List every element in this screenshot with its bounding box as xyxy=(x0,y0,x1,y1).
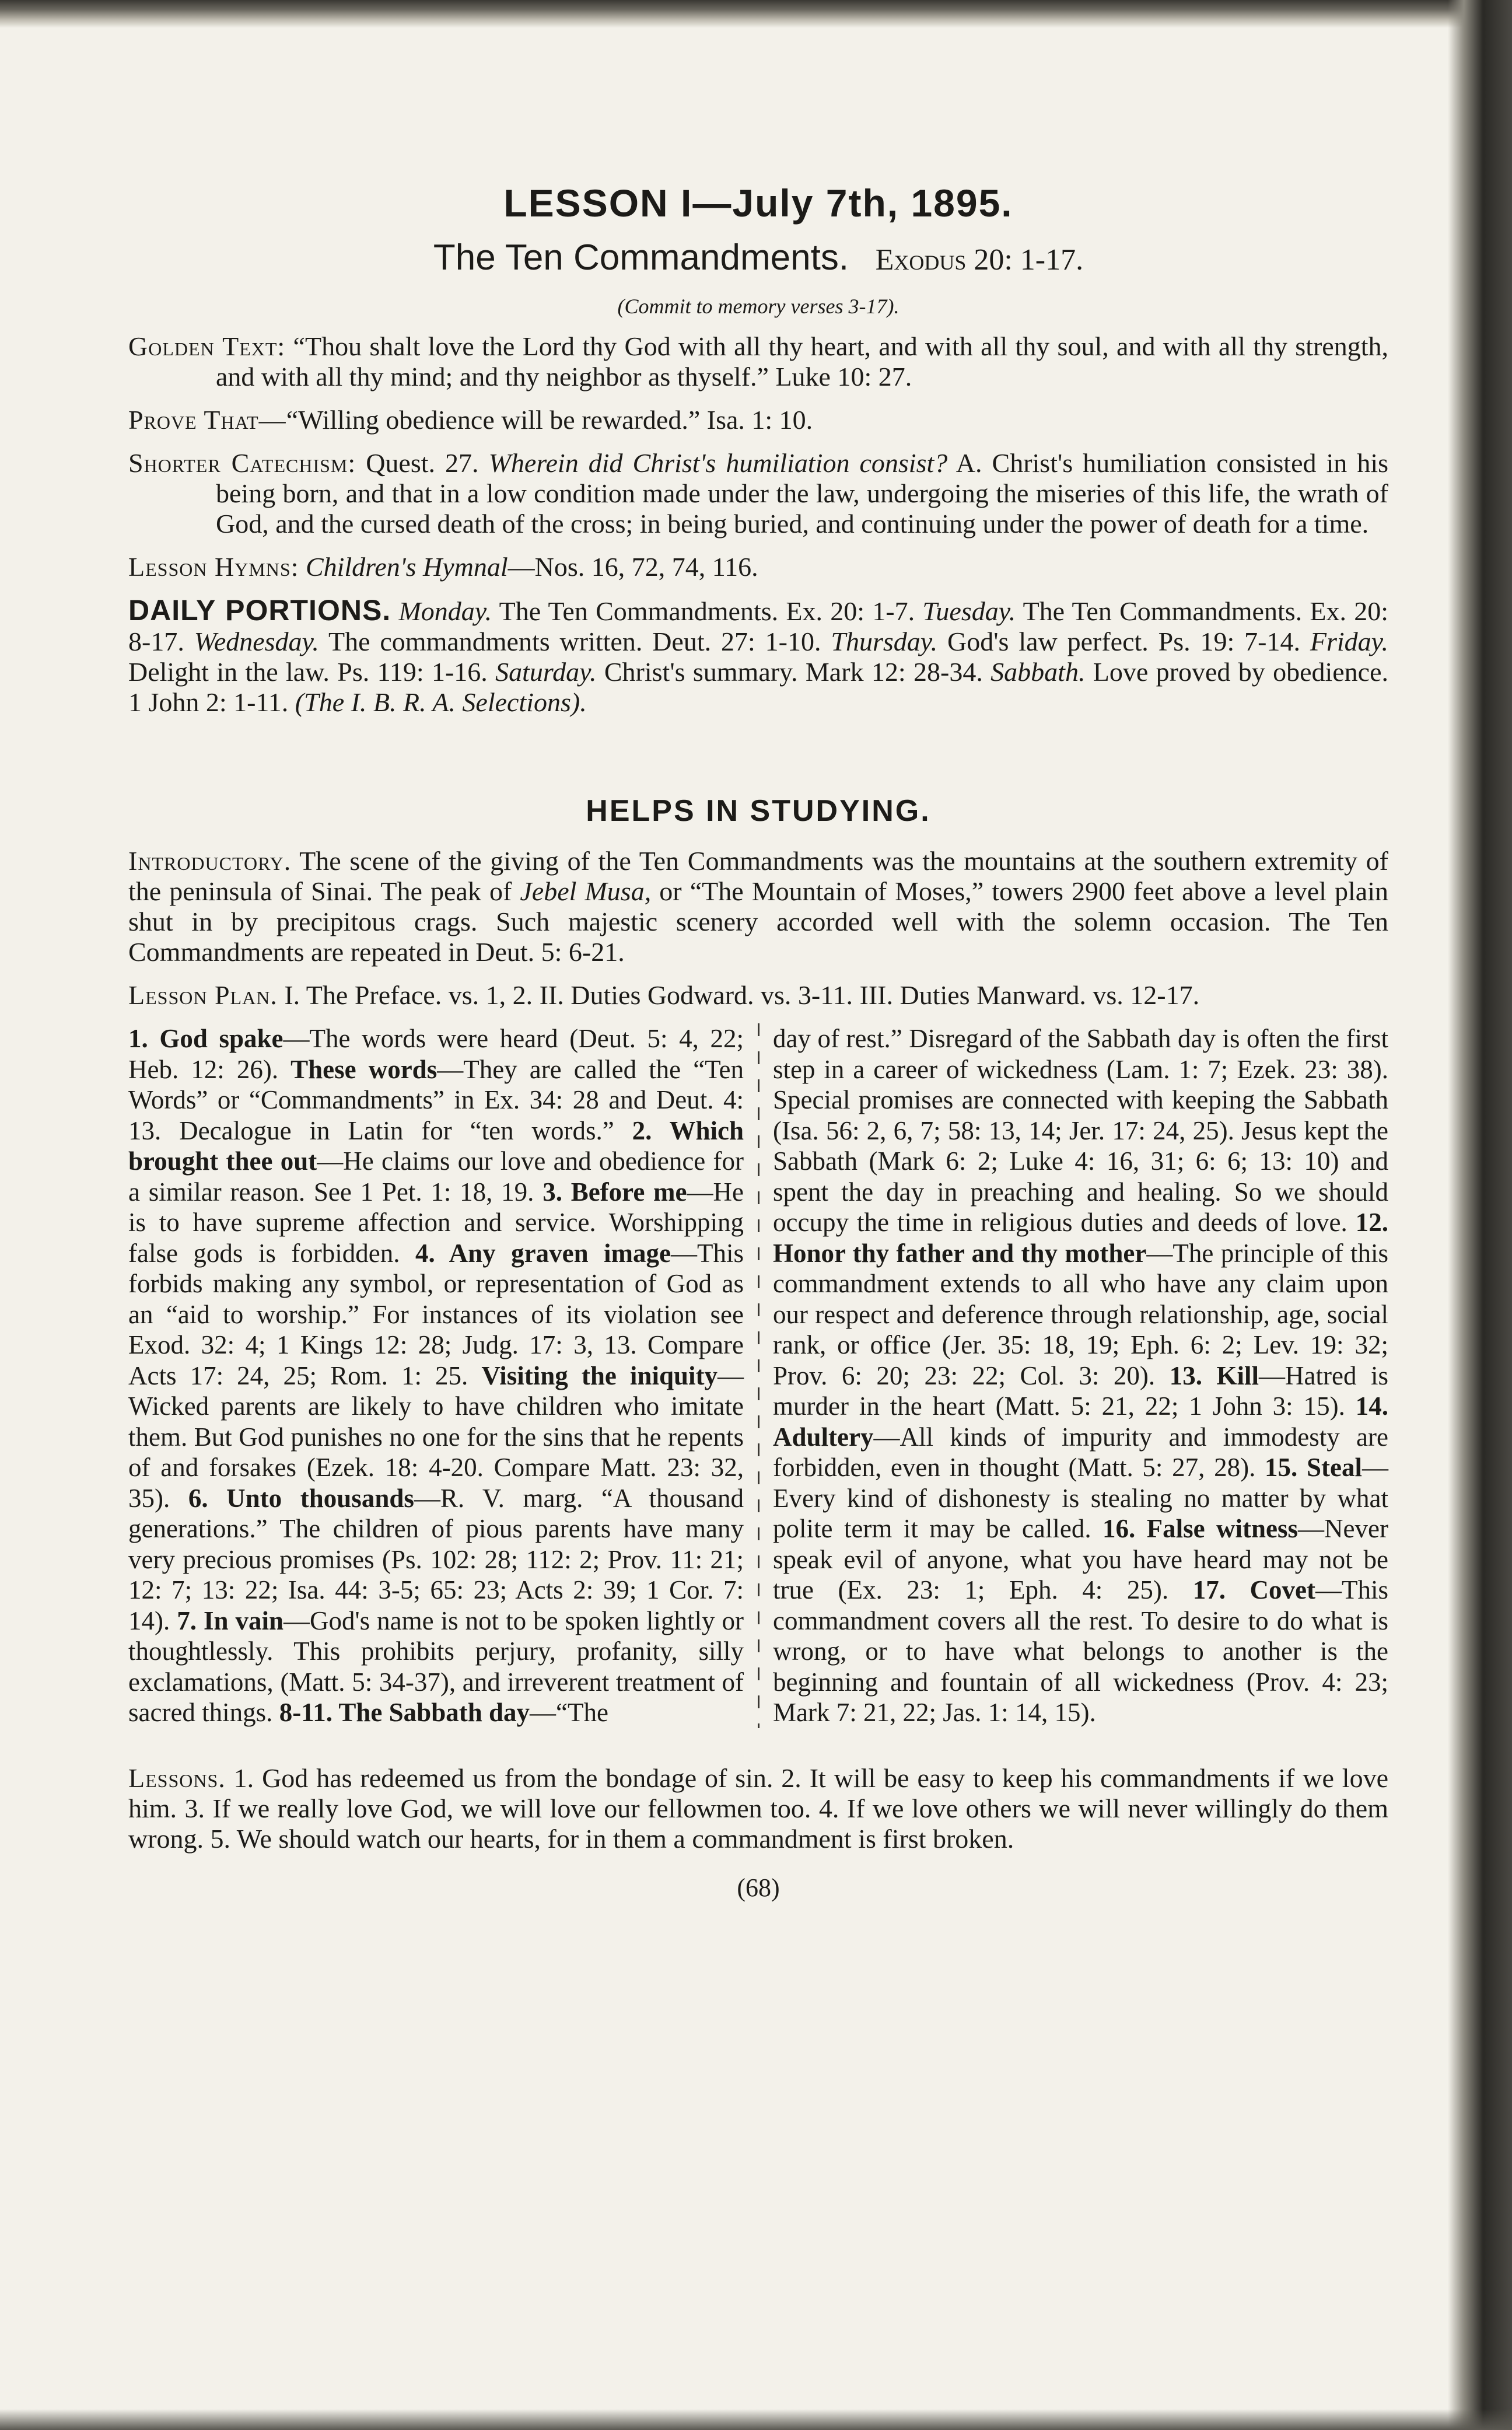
note-term: 2. Which brought thee out xyxy=(128,1116,744,1176)
lesson-hymns xyxy=(128,552,1388,582)
note-term: 4. Any graven image xyxy=(415,1238,671,1268)
daily-portions xyxy=(128,595,1388,718)
note-text: —This forbids making any symbol, or representation of God as an “aid to worship.” For instances of its violation see Exod. 32: 4; 1 Kings 12: 28; Judg. 17: 3, 13. Compare Acts 17: 24, 25; Rom. 1: 25. xyxy=(128,1238,744,1390)
introductory xyxy=(128,846,1388,967)
page-number: (68) xyxy=(737,1873,780,1902)
lesson-plan xyxy=(128,980,1388,1011)
portion-saturday: Christ's summary. Mark 12: 28-34. xyxy=(604,657,983,687)
scan-right-edge xyxy=(1448,0,1512,2430)
note-text: —This commandment covers all the rest. To desire to do what is wrong, or to have what belongs to another is the beginning and fountain of all wickedness (Prov. 4: 23; Mark 7: 21, 22; Jas. 1: 14, 15). xyxy=(773,1575,1388,1727)
introductory-label: Introductory. xyxy=(128,846,292,876)
memory-note: (Commit to memory verses 3-17). xyxy=(617,295,900,318)
note-text: —He is to have supreme affection and service. Worshipping false gods is forbidden. xyxy=(128,1177,744,1268)
portion-tuesday: The Ten Commandments. Ex. 20: 8-17. xyxy=(128,596,1389,656)
note-term: 6. Unto thousands xyxy=(188,1483,414,1513)
hymns-book: Children's Hymnal xyxy=(305,552,508,582)
golden-text-body: “Thou shalt love the Lord thy God with all thy heart, and with all thy soul, and with all thy strength, and with all thy mind; and thy neighbor as thyself.” Luke 10: 27. xyxy=(216,331,1388,391)
note-term: 16. False witness xyxy=(1102,1514,1298,1543)
prove-that-body: “Willing obedience will be rewarded.” Isa. 1: 10. xyxy=(286,405,813,435)
golden-text-label: Golden Text: xyxy=(128,331,286,361)
note-text: —Wicked parents are likely to have children who imitate them. But God punishes no one for the sins that he repents of and forsakes (Ezek. 18: 4-20. Compare Matt. 23: 32, 35). xyxy=(128,1361,744,1513)
note-term: 13. Kill xyxy=(1169,1361,1259,1390)
introductory-text-b: or “The Mountain of Moses,” towers 2900 feet above a level plain shut in by precipitous crags. Such majestic scenery accorded well with the solemn occasion. The Ten Commandments are repeated in Deut. 5: 6-21. xyxy=(128,876,1388,967)
shorter-catechism xyxy=(128,448,1388,539)
introductory-peak: Jebel Musa, xyxy=(520,876,652,906)
day-monday: Monday. xyxy=(398,596,492,626)
note-item xyxy=(279,1698,608,1727)
note-text: —He claims our love and obedience for a similar reason. See 1 Pet. 1: 18, 19. xyxy=(128,1146,744,1207)
note-text: —The principle of this commandment extends to all who have any claim upon our respect and deference through relationship, age, social rank, or office (Jer. 35: 18, 19; Eph. 6: 2; Lev. 19: 32; Prov. 6: 20; 23: 22; Col. 3: 20). xyxy=(773,1238,1388,1390)
catechism-label: Shorter Catechism: xyxy=(128,448,356,478)
portion-wednesday: The commandments written. Deut. 27: 1-10. xyxy=(328,627,821,656)
note-text: —Never speak evil of anyone, what you have heard may not be true (Ex. 23: 1; Eph. 4: 25). xyxy=(773,1514,1388,1604)
catechism-answer: A. Christ's humiliation consisted in his being born, and that in a low condition made under the law, undergoing the miseries of this life, the wrath of God, and the cursed death of the cross; in being buried, and continuing under the power of death for a time. xyxy=(216,448,1389,539)
day-sabbath: Sabbath. xyxy=(991,657,1086,687)
note-term: 12. Honor thy father and thy mother xyxy=(773,1208,1389,1268)
note-term: These words xyxy=(290,1054,438,1084)
catechism-quest: Quest. 27. xyxy=(366,448,479,478)
hymns-numbers: —Nos. 16, 72, 74, 116. xyxy=(508,552,758,582)
lesson-plan-text: I. The Preface. vs. 1, 2. II. Duties Godward. vs. 3-11. III. Duties Manward. vs. 12-17. xyxy=(284,980,1200,1010)
portion-monday: The Ten Commandments. Ex. 20: 1-7. xyxy=(499,596,915,626)
prove-that xyxy=(128,405,1388,435)
portion-thursday: God's law perfect. Ps. 19: 7-14. xyxy=(947,627,1300,656)
note-term: 17. Covet xyxy=(1192,1575,1315,1604)
lesson-subtitle xyxy=(128,237,1388,279)
notes-columns xyxy=(128,1023,1388,1728)
scripture-reference: Exodus 20: 1-17. xyxy=(875,243,1084,277)
notes-left-column xyxy=(128,1023,744,1728)
helps-heading: HELPS IN STUDYING. xyxy=(586,794,931,828)
prove-that-label: Prove That— xyxy=(128,405,286,435)
note-text: —The words were heard (Deut. 5: 4, 22; Heb. 12: 26). xyxy=(128,1024,744,1084)
day-thursday: Thursday. xyxy=(831,627,938,656)
lessons-section xyxy=(128,1763,1388,1854)
day-friday: Friday. xyxy=(1310,627,1389,656)
subtitle-text: The Ten Commandments. xyxy=(433,237,849,278)
note-text: day of rest.” Disregard of the Sabbath day is often the first step in a career of wickedness (Lam. 1: 7; Ezek. 23: 38). Special promises are connected with keeping the Sabbath (Isa. 56: 2, 6, 7; 58: 13, 14; Jer. 17: 24, 25). Jesus kept the Sabbath (Mark 6: 2; Luke 4: 16, 31; 6: 6; 13: 10) and spent the day in preaching and healing. So we should occupy the time in religious duties and deeds of love. xyxy=(773,1024,1388,1237)
page-content xyxy=(128,163,1388,1903)
scan-bottom-edge xyxy=(0,2409,1512,2430)
lessons-text: 1. God has redeemed us from the bondage of sin. 2. It will be easy to keep his commandments if we love him. 3. If we really love God, we will love our fellowmen too. 4. If we love others we will never willingly do them wrong. 5. We should watch our hearts, for in them a commandment is first broken. xyxy=(128,1763,1389,1854)
note-term: Visiting the iniquity xyxy=(481,1361,718,1390)
lesson-plan-label: Lesson Plan. xyxy=(128,980,278,1010)
note-term: 1. God spake xyxy=(128,1024,284,1053)
day-wednesday: Wednesday. xyxy=(194,627,319,656)
column-divider xyxy=(758,1023,760,1728)
note-text: —R. V. marg. “A thousand generations.” The children of pious parents have many very precious promises (Ps. 102: 28; 112: 2; Prov. 11: 21; 12: 7; 13: 22; Isa. 44: 3-5; 65: 23; Acts 2: 39; 1 Cor. 7: 14). xyxy=(128,1483,744,1635)
note-item xyxy=(773,1024,1388,1237)
ibra-selections: (The I. B. R. A. Selections). xyxy=(295,687,587,717)
portion-friday: Delight in the law. Ps. 119: 1-16. xyxy=(128,657,488,687)
note-text: —All kinds of impurity and immodesty are forbidden, even in thought (Matt. 5: 27, 28). xyxy=(773,1422,1388,1482)
note-text: —Hatred is murder in the heart (Matt. 5: 21, 22; 1 John 3: 15). xyxy=(773,1361,1389,1421)
note-term: 15. Steal xyxy=(1265,1453,1362,1482)
golden-text xyxy=(128,331,1388,392)
scan-top-edge xyxy=(0,0,1512,28)
note-text: —God's name is not to be spoken lightly or thoughtlessly. This prohibits perjury, profanity, silly exclamations, (Matt. 5: 34-37), and irreverent treatment of sacred things. xyxy=(128,1606,744,1727)
day-saturday: Saturday. xyxy=(495,657,597,687)
lesson-title: LESSON I—July 7th, 1895. xyxy=(503,181,1013,225)
note-term: 8-11. The Sabbath day xyxy=(279,1698,530,1727)
introductory-text-a: The scene of the giving of the Ten Commandments was the mountains at the southern extremity of the peninsula of Sinai. The peak of xyxy=(128,846,1388,906)
day-tuesday: Tuesday. xyxy=(922,596,1016,626)
portion-sabbath: Love proved by obedience. 1 John 2: 1-11. xyxy=(128,657,1389,717)
note-text: —Every kind of dishonesty is stealing no matter by what polite term it may be called. xyxy=(773,1453,1388,1543)
note-text: —They are called the “Ten Words” or “Commandments” in Ex. 34: 28 and Deut. 4: 13. Decalogue in Latin for “ten words.” xyxy=(128,1054,744,1145)
daily-portions-heading: DAILY PORTIONS. xyxy=(128,594,391,627)
note-term: 14. Adultery xyxy=(773,1391,1389,1452)
catechism-question: Wherein did Christ's humiliation consist? xyxy=(488,448,948,478)
note-text: —“The xyxy=(530,1698,608,1727)
hymns-label: Lesson Hymns: xyxy=(128,552,299,582)
notes-right-column xyxy=(773,1023,1388,1728)
note-term: 7. In vain xyxy=(177,1606,284,1635)
note-term: 3. Before me xyxy=(542,1177,687,1207)
lessons-label: Lessons. xyxy=(128,1763,226,1793)
